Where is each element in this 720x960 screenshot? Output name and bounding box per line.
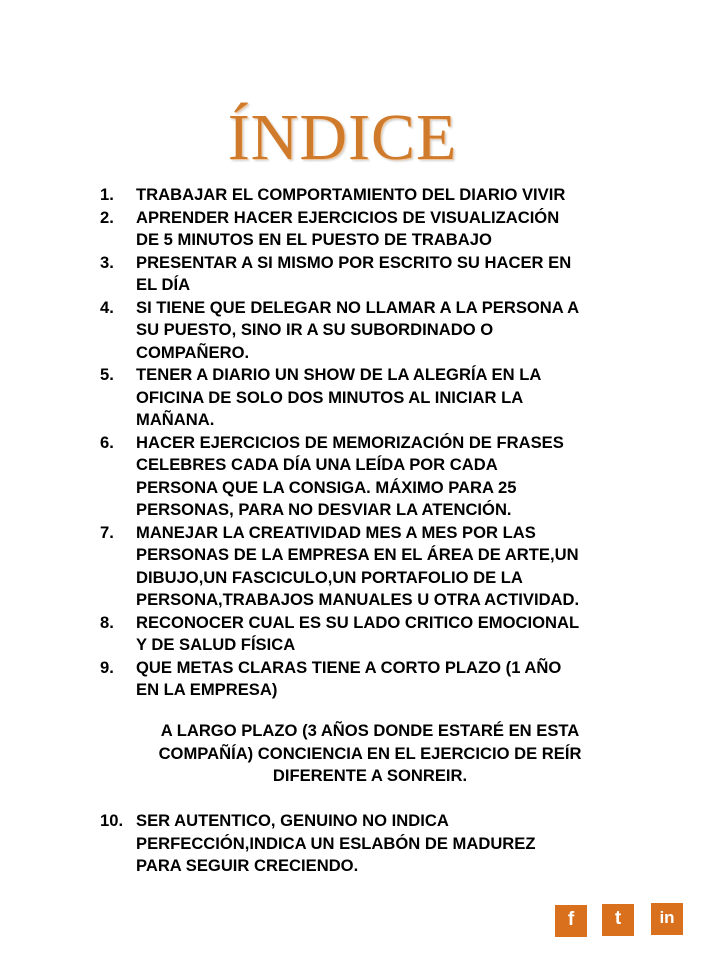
item-text: SI TIENE QUE DELEGAR NO LLAMAR A LA PERSONA A SU PUESTO, SINO IR A SU SUBORDINADO O COMPAÑERO. <box>136 297 580 362</box>
item-text: APRENDER HACER EJERCICIOS DE VISUALIZACIÓN DE 5 MINUTOS EN EL PUESTO DE TRABAJO <box>136 207 560 249</box>
index-list-continued <box>100 810 645 878</box>
item-number: 3. <box>100 252 114 272</box>
item-number: 1. <box>100 185 114 204</box>
item-text: MANEJAR LA CREATIVIDAD MES A MES POR LAS PERSONAS DE LA EMPRESA EN EL ÁREA DE ARTE,UN DIBUJO,UN FASCICULO,UN PORTAFOLIO DE LA PERSONA,TRABAJOS MANUALES U OTRA ACTIVIDAD. <box>136 522 580 609</box>
linkedin-icon[interactable]: in <box>651 903 683 935</box>
list-item <box>100 207 645 252</box>
list-item <box>100 184 645 207</box>
list-item <box>100 364 645 432</box>
list-item <box>100 810 645 878</box>
item-text: TRABAJAR EL COMPORTAMIENTO DEL DIARIO VIVIR <box>136 185 566 204</box>
list-item <box>100 522 645 612</box>
item-number: 10. <box>100 811 124 830</box>
list-item <box>100 612 645 657</box>
item-number: 6. <box>100 432 114 452</box>
item-text: TENER A DIARIO UN SHOW DE LA ALEGRÍA EN LA OFICINA DE SOLO DOS MINUTOS AL INICIAR LA MAÑANA. <box>136 365 542 429</box>
item-number: 7. <box>100 522 114 542</box>
item-number: 9. <box>100 657 114 677</box>
item-number: 4. <box>100 297 114 317</box>
list-item <box>100 252 645 297</box>
item-number: 8. <box>100 612 114 632</box>
page-title: ÍNDICE <box>227 101 458 174</box>
item-text: PRESENTAR A SI MISMO POR ESCRITO SU HACER EN EL DÍA <box>136 252 572 294</box>
item-text: HACER EJERCICIOS DE MEMORIZACIÓN DE FRASES CELEBRES CADA DÍA UNA LEÍDA POR CADA PERSONA QUE LA CONSIGA. MÁXIMO PARA 25 PERSONAS, PARA NO DESVIAR LA ATENCIÓN. <box>136 432 564 519</box>
list-item <box>100 297 645 365</box>
item-text: RECONOCER CUAL ES SU LADO CRITICO EMOCIONAL Y DE SALUD FÍSICA <box>136 612 580 654</box>
item-text: QUE METAS CLARAS TIENE A CORTO PLAZO (1 AÑO EN LA EMPRESA) <box>136 657 562 699</box>
long-term-note: A LARGO PLAZO (3 AÑOS DONDE ESTARÉ EN ESTA COMPAÑÍA) CONCIENCIA EN EL EJERCICIO DE REÍR DIFERENTE A SONREIR. <box>158 721 582 785</box>
item-number: 5. <box>100 365 114 384</box>
list-item <box>100 657 645 702</box>
list-item <box>100 432 645 522</box>
twitter-icon[interactable]: t <box>602 904 634 936</box>
item-text: SER AUTENTICO, GENUINO NO INDICA PERFECCIÓN,INDICA UN ESLABÓN DE MADUREZ PARA SEGUIR CRECIENDO. <box>136 811 536 875</box>
facebook-icon[interactable]: f <box>555 905 587 937</box>
item-number: 2. <box>100 207 114 227</box>
index-list <box>100 184 645 702</box>
